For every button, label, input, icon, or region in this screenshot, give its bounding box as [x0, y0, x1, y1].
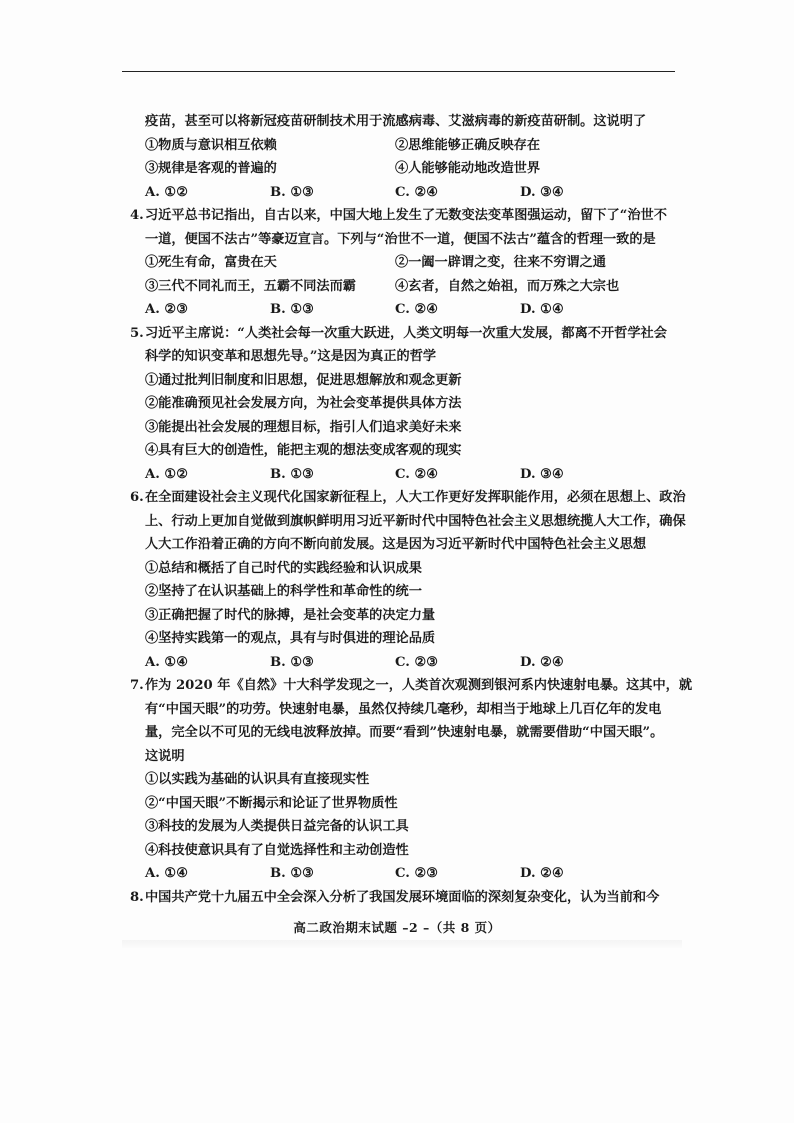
q4-choice-a: A. ②③ — [145, 302, 189, 317]
q5-option-3: ③能提出社会发展的理想目标，指引人们追求美好未来 — [145, 419, 462, 435]
q6-number: 6. — [130, 490, 144, 505]
q5-option-1: ①通过批判旧制度和旧思想，促进思想解放和观念更新 — [145, 372, 462, 388]
q6-stem-line-1 — [130, 486, 686, 510]
q6-choice-d: D. ②④ — [520, 654, 564, 670]
q7-choice-c: C. ②③ — [395, 866, 439, 881]
q7-choices — [145, 862, 675, 886]
q4-stem-line-2: 一道，便国不法古”等豪迈宣言。下列与“治世不一道，便国不法古”蕴含的哲理一致的是 — [145, 231, 656, 247]
q6-option-1: ①总结和概括了自己时代的实践经验和认识成果 — [145, 560, 422, 576]
q4-stem-text-1: 习近平总书记指出，自古以来，中国大地上发生了无数变法变革图强运动，留下了“治世不 — [145, 208, 667, 223]
q5-option-2: ②能准确预见社会发展方向，为社会变革提供具体方法 — [145, 396, 462, 411]
q5-choice-c: C. ②④ — [395, 466, 439, 482]
question-body — [130, 110, 693, 909]
q3-choices — [145, 181, 675, 205]
q3-option-3: ③规律是客观的普遍的 — [145, 161, 277, 176]
q3-option-1: ①物质与意识相互依赖 — [145, 137, 277, 153]
q3-choice-c: C. ②④ — [395, 184, 439, 200]
q7-number: 7. — [130, 678, 144, 693]
q4-option-1: ①死生有命，富贵在天 — [145, 255, 277, 270]
q3-choice-a: A. ①② — [145, 184, 189, 200]
q6-choice-a: A. ①④ — [145, 654, 189, 670]
q6-stem-line-2: 上、行动上更加自觉做到旗帜鲜明用习近平新时代中国特色社会主义思想统揽人大工作，确保 — [145, 513, 686, 529]
q5-stem-text-1: 习近平主席说：“人类社会每一次重大跃进，人类文明每一次重大发展，都离不开哲学社会 — [145, 325, 667, 341]
q4-choice-d: D. ①④ — [520, 302, 564, 317]
q7-option-1: ①以实践为基础的认识具有直接现实性 — [145, 772, 370, 787]
q3-option-2: ②思维能够正确反映存在 — [395, 137, 541, 153]
q7-option-3: ③科技的发展为人类提供日益完备的认识工具 — [145, 819, 409, 834]
q4-stem-line-1 — [130, 204, 675, 228]
q6-option-2: ②坚持了在认识基础上的科学性和革命性的统一 — [145, 584, 422, 599]
q4-option-3: ③三代不同礼而王，五霸不同法而霸 — [145, 278, 356, 294]
q6-option-4: ④坚持实践第一的观点，具有与时俱进的理论品质 — [145, 631, 436, 646]
q6-stem-line-3: 人大工作沿着正确的方向不断向前发展。这是因为习近平新时代中国特色社会主义思想 — [145, 537, 647, 552]
q6-choices — [145, 651, 675, 675]
q4-option-4: ④玄者，自然之始祖，而万殊之大宗也 — [395, 278, 620, 294]
q7-stem-line-4: 这说明 — [145, 748, 185, 764]
q7-choice-d: D. ②④ — [520, 866, 564, 881]
q4-options-row-1 — [145, 251, 675, 275]
q4-number: 4. — [130, 208, 144, 223]
q7-choice-a: A. ①④ — [145, 866, 189, 881]
q5-choices — [145, 463, 675, 487]
q3-choice-b: B. ①③ — [270, 184, 314, 200]
q3-options-row-1 — [145, 134, 675, 158]
q4-choice-b: B. ①③ — [270, 302, 314, 317]
header-rule — [122, 71, 675, 72]
q6-stem-text-1: 在全面建设社会主义现代化国家新征程上，人大工作更好发挥职能作用，必须在思想上、政治 — [145, 490, 686, 505]
scan-shadow — [122, 940, 682, 948]
q3-stem-line: 疫苗，甚至可以将新冠疫苗研制技术用于流感病毒、艾滋病毒的新疫苗研制。这说明了 — [145, 114, 647, 129]
q7-option-4: ④科技使意识具有了自觉选择性和主动创造性 — [145, 842, 409, 858]
q6-option-3: ③正确把握了时代的脉搏，是社会变革的决定力量 — [145, 607, 436, 623]
q3-choice-d: D. ③④ — [520, 184, 564, 200]
q5-choice-a: A. ①② — [145, 466, 189, 482]
q7-option-2: ②“中国天眼”不断揭示和论证了世界物质性 — [145, 795, 398, 811]
q6-choice-c: C. ②③ — [395, 654, 439, 670]
q7-stem-line-3: 量，完全以不可见的无线电波释放掉。而要“看到”快速射电暴，就需要借助“中国天眼”。 — [145, 725, 664, 740]
q7-stem-line-2: 有“中国天眼”的功劳。快速射电暴，虽然仅持续几毫秒，却相当于地球上几百亿年的发电 — [145, 701, 662, 717]
page-footer: 高二政治期末试题 –2 –（共 8 页） — [293, 920, 501, 935]
q7-stem-text-1: 作为 2020 年《自然》十大科学发现之一，人类首次观测到银河系内快速射电暴。这其中，就 — [145, 678, 693, 693]
q3-options-row-2 — [145, 157, 675, 181]
q4-options-row-2 — [145, 275, 675, 299]
q5-stem-line-2: 科学的知识变革和思想先导。”这是因为真正的哲学 — [145, 349, 437, 364]
q5-option-4: ④具有巨大的创造性，能把主观的想法变成客观的现实 — [145, 443, 462, 458]
q3-option-4: ④人能够能动地改造世界 — [395, 161, 541, 176]
q5-number: 5. — [130, 325, 144, 341]
q5-choice-d: D. ③④ — [520, 466, 564, 482]
q8-number: 8. — [130, 889, 144, 905]
q8-stem-text-1: 中国共产党十九届五中全会深入分析了我国发展环境面临的深刻复杂变化，认为当前和今 — [145, 889, 660, 905]
q5-choice-b: B. ①③ — [270, 466, 314, 482]
q4-option-2: ②一阖一辟谓之变，往来不穷谓之通 — [395, 255, 606, 270]
q4-choices — [145, 298, 675, 322]
q8-stem-line-1 — [130, 886, 675, 910]
q6-choice-b: B. ①③ — [270, 654, 314, 670]
q5-stem-line-1 — [130, 322, 675, 346]
q4-choice-c: C. ②④ — [395, 302, 439, 317]
q7-choice-b: B. ①③ — [270, 866, 314, 881]
q7-stem-line-1 — [130, 674, 693, 698]
